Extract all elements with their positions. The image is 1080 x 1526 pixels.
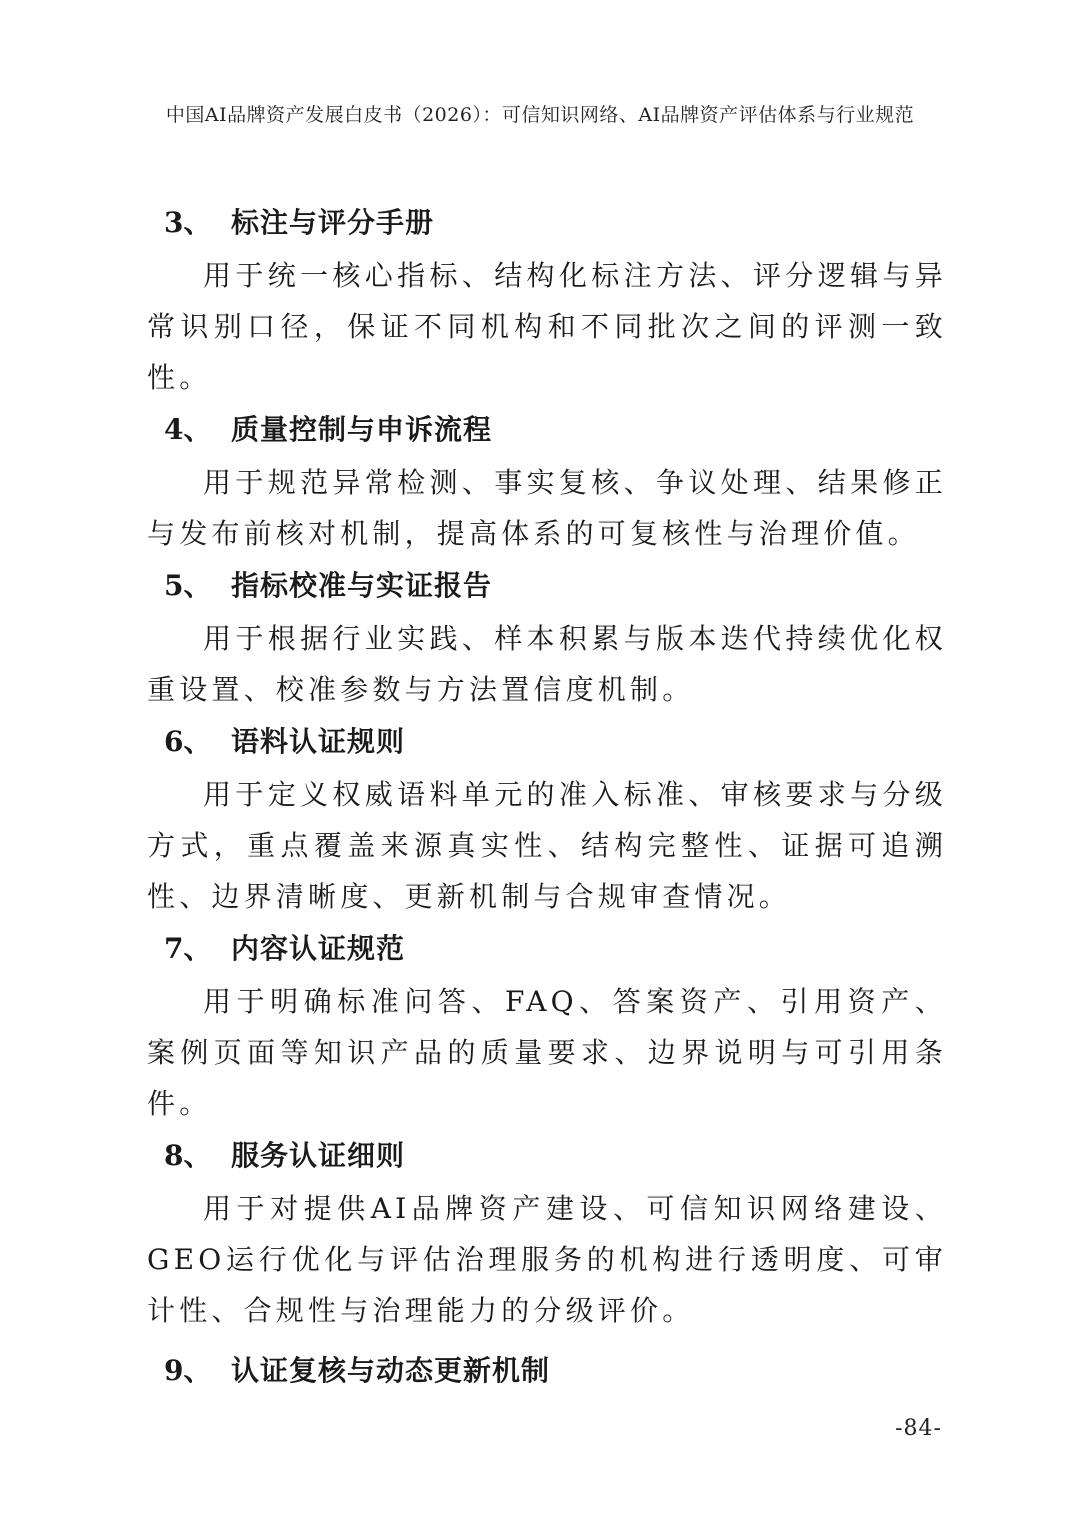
section-title: 指标校准与实证报告 <box>231 569 493 602</box>
section-heading <box>147 403 947 457</box>
section-title: 内容认证规范 <box>231 932 406 965</box>
section-title: 服务认证细则 <box>231 1139 406 1172</box>
section-paragraph: 用于对提供AI品牌资产建设、可信知识网络建设、GEO运行优化与评估治理服务的机构进行透明度、可审计性、合规性与治理能力的分级评价。 <box>147 1192 947 1327</box>
section-number: 6、 <box>164 725 212 758</box>
section-heading <box>147 559 947 613</box>
section-paragraph: 用于明确标准问答、FAQ、答案资产、引用资产、案例页面等知识产品的质量要求、边界说明与可引用条件。 <box>147 985 947 1120</box>
section-number: 3、 <box>164 206 212 239</box>
section-heading <box>147 1129 947 1183</box>
document-body <box>147 196 947 1398</box>
section-title: 标注与评分手册 <box>231 206 435 239</box>
section-title: 认证复核与动态更新机制 <box>231 1354 551 1387</box>
section-6 <box>147 715 947 922</box>
section-paragraph: 用于定义权威语料单元的准入标准、审核要求与分级方式，重点覆盖来源真实性、结构完整性、证据可追溯性、边界清晰度、更新机制与合规审查情况。 <box>147 778 947 913</box>
page-number: -84- <box>895 1416 942 1441</box>
section-title: 语料认证规则 <box>231 725 406 758</box>
section-number: 9、 <box>164 1354 212 1387</box>
section-8 <box>147 1129 947 1336</box>
section-paragraph: 用于规范异常检测、事实复核、争议处理、结果修正与发布前核对机制，提高体系的可复核性与治理价值。 <box>147 466 947 550</box>
section-heading <box>147 922 947 976</box>
section-number: 5、 <box>164 569 212 602</box>
section-7 <box>147 922 947 1129</box>
section-number: 4、 <box>164 413 212 446</box>
section-9 <box>147 1344 947 1398</box>
running-header: 中国AI品牌资产发展白皮书（2026）：可信知识网络、AI品牌资产评估体系与行业规范 <box>165 104 915 126</box>
section-heading <box>147 196 947 250</box>
section-title: 质量控制与申诉流程 <box>231 413 493 446</box>
section-heading <box>147 1344 947 1398</box>
section-5 <box>147 559 947 715</box>
section-number: 8、 <box>164 1139 212 1172</box>
section-3 <box>147 196 947 403</box>
section-paragraph: 用于统一核心指标、结构化标注方法、评分逻辑与异常识别口径，保证不同机构和不同批次之间的评测一致性。 <box>147 259 947 394</box>
section-heading <box>147 715 947 769</box>
section-paragraph: 用于根据行业实践、样本积累与版本迭代持续优化权重设置、校准参数与方法置信度机制。 <box>147 622 947 706</box>
section-number: 7、 <box>164 932 212 965</box>
section-4 <box>147 403 947 559</box>
